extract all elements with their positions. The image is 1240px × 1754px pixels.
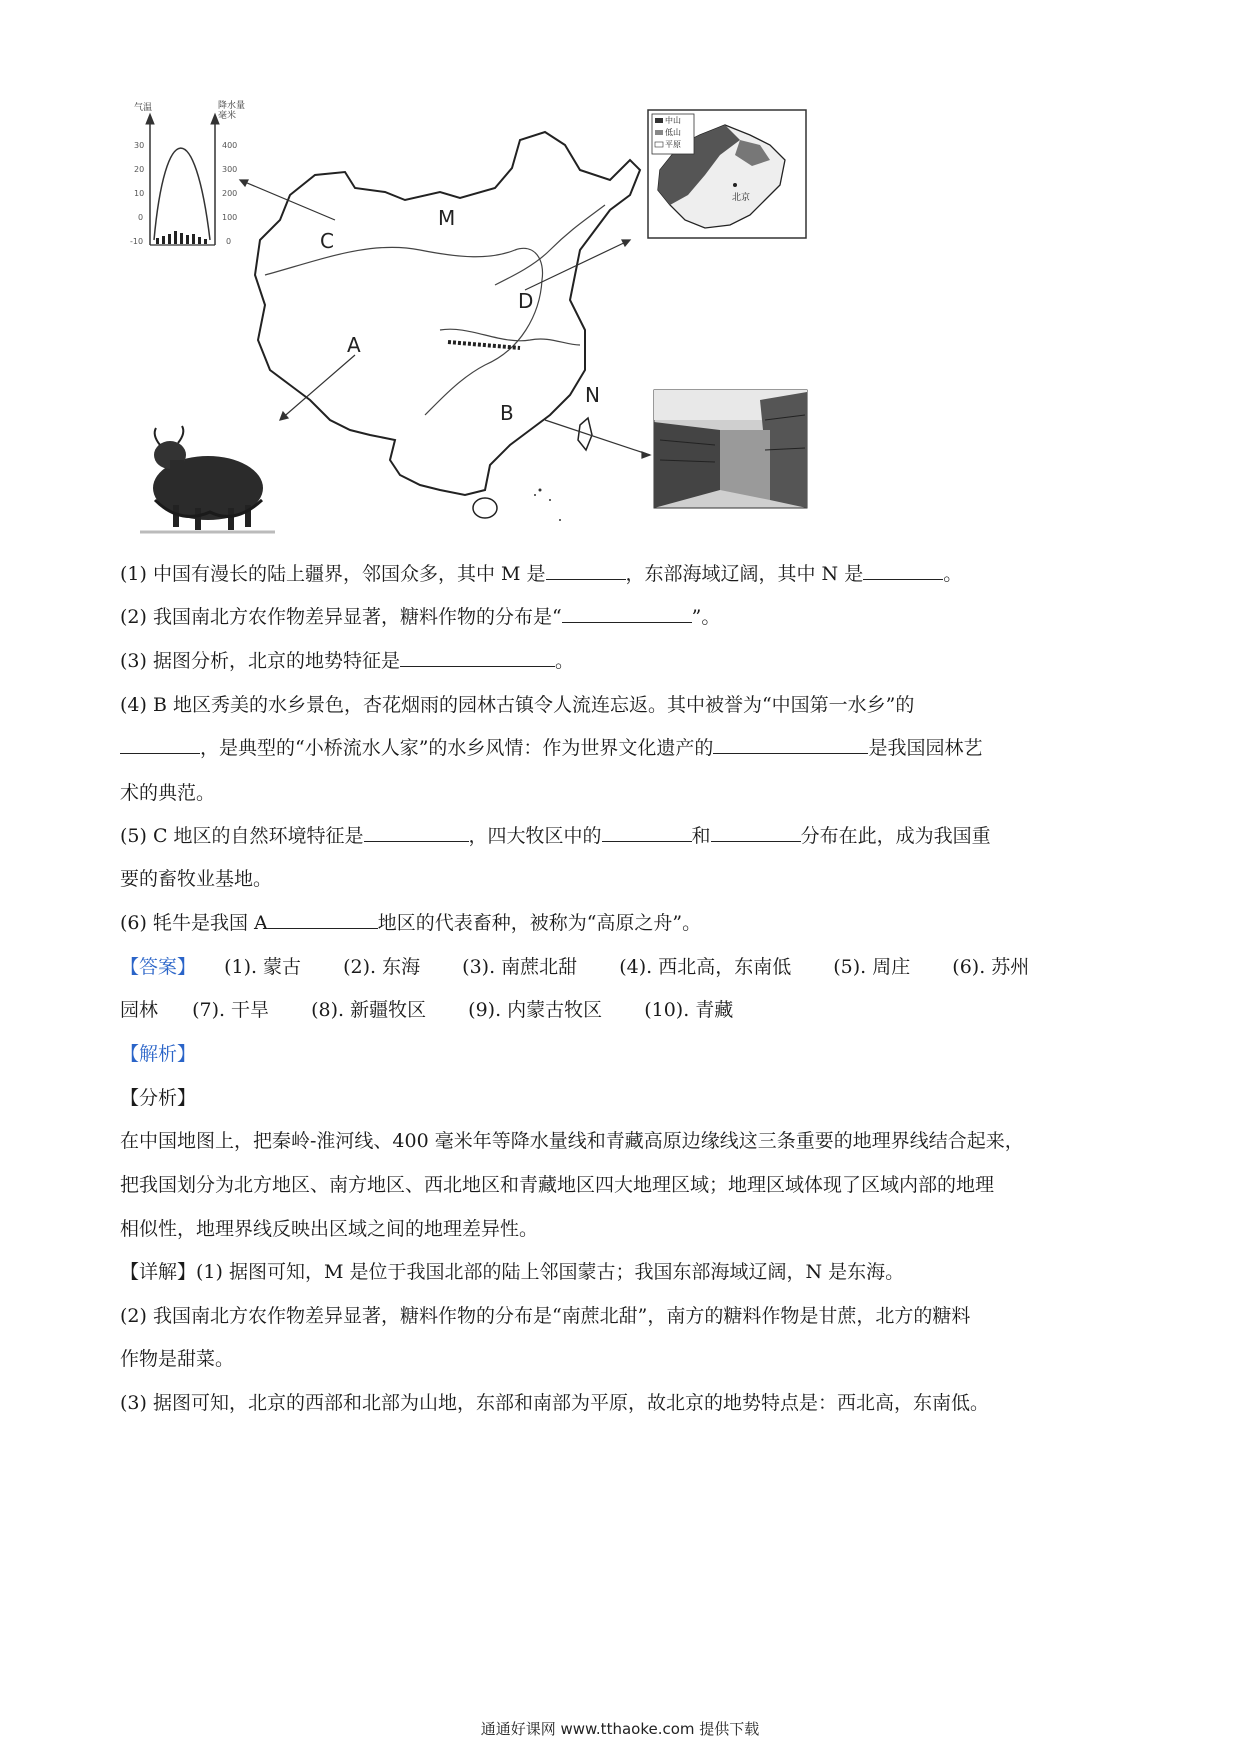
china-outline (255, 132, 640, 495)
q1-text: (1) 中国有漫长的陆上疆界，邻国众多，其中 M 是 (120, 563, 546, 585)
question-5 (120, 823, 1130, 849)
q5-text: 和 (691, 825, 711, 847)
question-2 (120, 604, 1130, 630)
q4-text: 术的典范。 (120, 782, 216, 804)
q5-text: ，四大牧区中的 (468, 825, 602, 847)
right-axis-label-1: 降水量 (218, 101, 246, 111)
fenxi-tag: 【分析】 (120, 1087, 197, 1109)
question-6 (120, 910, 1130, 936)
question-3 (120, 648, 1130, 674)
left-tick: 10 (134, 189, 145, 198)
q2-text: ”。 (691, 606, 721, 628)
answer-item: 园林 (120, 999, 159, 1021)
right-tick: 200 (222, 189, 238, 198)
q4-blank-2[interactable] (713, 735, 868, 754)
right-tick: 100 (222, 213, 238, 222)
answer-item: (10). 青藏 (644, 999, 734, 1021)
region-boundary (440, 329, 580, 345)
answer-item: (5). 周庄 (833, 956, 911, 978)
answer-item: (7). 干旱 (192, 999, 270, 1021)
hainan-island (473, 498, 497, 518)
answer-tag: 【答案】 (120, 956, 197, 978)
xiangjie-line-4: (3) 据图可知，北京的西部和北部为山地，东部和南部为平原，故北京的地势特点是：西北高，东南低。 (120, 1392, 989, 1414)
map-label-a: A (347, 333, 361, 357)
precipitation-bars (156, 231, 207, 244)
fenxi-line: 相似性，地理界线反映出区域之间的地理差异性。 (120, 1218, 539, 1240)
left-tick: 30 (134, 141, 145, 150)
taiwan-island (578, 418, 592, 450)
map-label-m: M (438, 206, 456, 230)
right-axis-label-2: 毫米 (218, 111, 237, 121)
right-tick: 400 (222, 141, 238, 150)
legend-item: 中山 (665, 116, 681, 125)
legend-item: 低山 (665, 128, 681, 137)
answer-item: (2). 东海 (343, 956, 421, 978)
q4-blank-1[interactable] (120, 735, 200, 754)
q6-text: (6) 牦牛是我国 A (120, 912, 268, 934)
q5-text: 要的畜牧业基地。 (120, 868, 273, 890)
legend-item: 平原 (665, 140, 681, 149)
left-axis-label: 气温 (134, 103, 153, 113)
map-label-d: D (518, 289, 534, 313)
xiangjie-tag: 【详解】 (120, 1261, 197, 1283)
q5-blank-2[interactable] (602, 823, 692, 842)
map-label-n: N (585, 383, 600, 407)
answer-line-1 (120, 954, 1130, 980)
answer-item: (4). 西北高，东南低 (619, 956, 792, 978)
climate-chart (146, 114, 219, 245)
left-tick: 20 (134, 165, 145, 174)
left-tick: -10 (130, 237, 144, 246)
q4-text: ，是典型的“小桥流水人家”的水乡风情：作为世界文化遗产的 (200, 737, 714, 759)
map-label-b: B (500, 401, 514, 425)
q5-blank-3[interactable] (711, 823, 801, 842)
q6-blank[interactable] (268, 910, 378, 929)
xiangjie-line-3: 作物是甜菜。 (120, 1348, 235, 1370)
answer-item: (6). 苏州 (952, 956, 1030, 978)
analysis-tag: 【解析】 (120, 1043, 197, 1065)
map-figure (130, 100, 920, 605)
right-tick: 0 (226, 237, 232, 246)
q5-text: 分布在此，成为我国重 (800, 825, 991, 847)
question-1 (120, 561, 1130, 587)
q6-text: 地区的代表畜种，被称为“高原之舟”。 (377, 912, 702, 934)
region-boundary (495, 205, 605, 285)
xiangjie-line-1 (120, 1259, 1130, 1285)
q5-blank-1[interactable] (364, 823, 469, 842)
q1-text: 。 (943, 563, 963, 585)
answer-item: (3). 南蔗北甜 (462, 956, 578, 978)
xiangjie-line-2: (2) 我国南北方农作物差异显著，糖料作物的分布是“南蔗北甜”，南方的糖料作物是甘蔗，北方的糖料 (120, 1305, 971, 1327)
right-tick: 300 (222, 165, 238, 174)
yak-photo (140, 426, 275, 532)
answer-item: (9). 内蒙古牧区 (468, 999, 603, 1021)
beijing-city-label: 北京 (732, 193, 751, 203)
left-tick: 0 (138, 213, 144, 222)
q3-text: (3) 据图分析，北京的地势特征是 (120, 650, 400, 672)
page-footer: 通通好课网 www.tthaoke.com 提供下载 (480, 1720, 760, 1738)
map-label-c: C (320, 229, 334, 253)
answer-item: (8). 新疆牧区 (311, 999, 427, 1021)
q5-text: (5) C 地区的自然环境特征是 (120, 825, 364, 847)
question-5-line-2 (120, 866, 1130, 892)
region-boundary (265, 247, 543, 415)
q3-text: 。 (554, 650, 574, 672)
q3-blank[interactable] (400, 648, 555, 667)
china-map-illustration (130, 100, 920, 605)
water-town-photo (654, 390, 807, 508)
question-4-line-3 (120, 780, 1130, 806)
qinling-mountains (448, 342, 520, 348)
q2-text: (2) 我国南北方农作物差异显著，糖料作物的分布是“ (120, 606, 562, 628)
q2-blank[interactable] (562, 604, 692, 623)
question-4-line-2 (120, 735, 1130, 761)
q1-blank-m[interactable] (546, 561, 626, 580)
beijing-inset-map (648, 110, 806, 238)
answer-line-2 (120, 997, 1130, 1023)
answer-item: (1). 蒙古 (224, 956, 302, 978)
q4-text: 是我国园林艺 (868, 737, 983, 759)
q1-blank-n[interactable] (863, 561, 943, 580)
q4-text: (4) B 地区秀美的水乡景色，杏花烟雨的园林古镇令人流连忘返。其中被誉为“中国第一水乡”的 (120, 694, 915, 716)
question-4 (120, 692, 1130, 718)
fenxi-line: 把我国划分为北方地区、南方地区、西北地区和青藏地区四大地理区域；地理区域体现了区域内部的地理 (120, 1174, 995, 1196)
xiangjie-text: (1) 据图可知，M 是位于我国北部的陆上邻国蒙古；我国东部海域辽阔，N 是东海。 (196, 1261, 905, 1283)
q1-text: ，东部海域辽阔，其中 N 是 (625, 563, 864, 585)
fenxi-line: 在中国地图上，把秦岭-淮河线、400 毫米年等降水量线和青藏高原边缘线这三条重要的地理界线结合起来， (120, 1130, 1024, 1152)
